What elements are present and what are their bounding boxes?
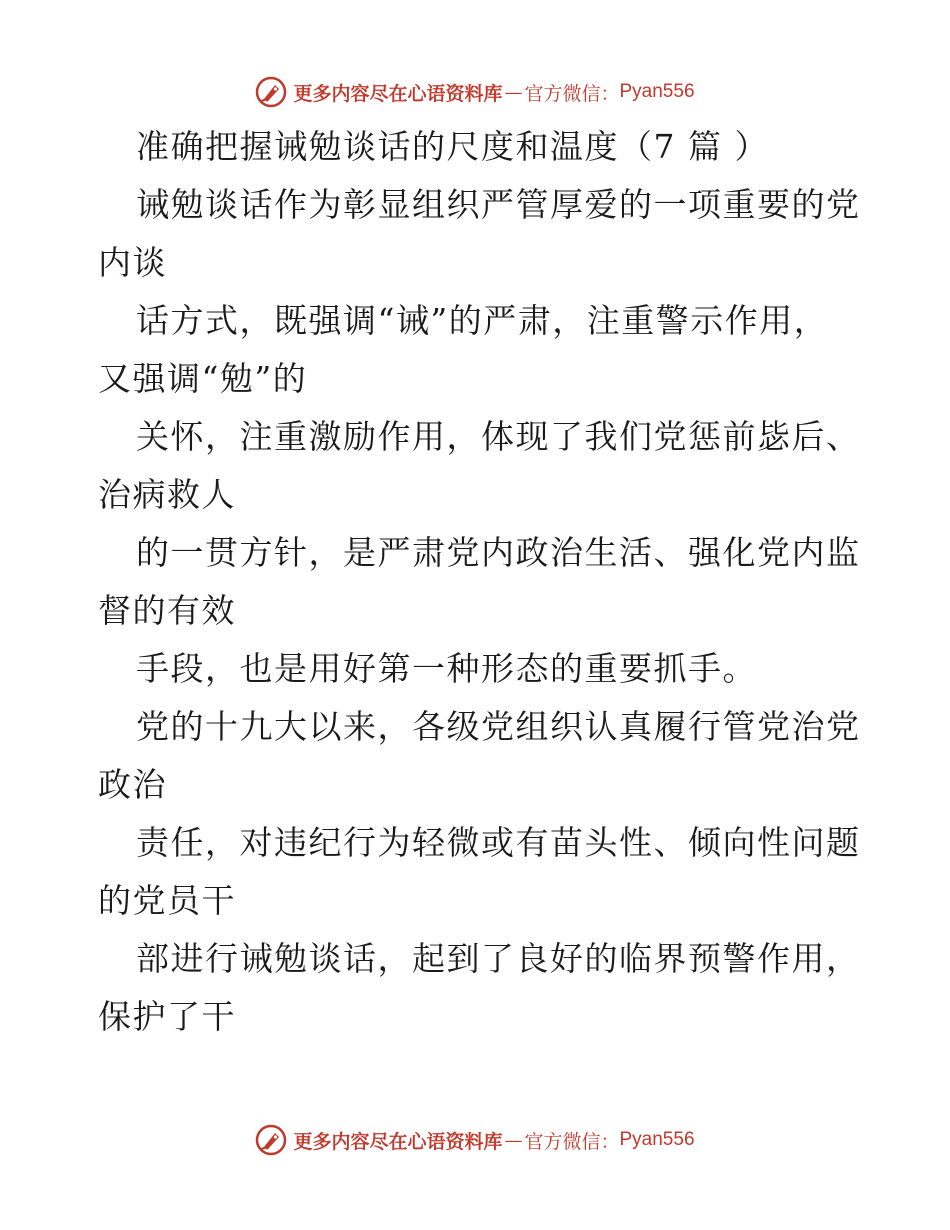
banner-wechat-id: Pyan556 [619, 1129, 695, 1150]
paragraph-line: 党的十九大以来，各级党组织认真履行管党治党 [136, 707, 861, 746]
header-banner [0, 72, 950, 112]
paragraph-line: 的党员干 [98, 881, 236, 920]
banner-text: 更多内容尽在心语资料库 [293, 1130, 503, 1153]
banner-wechat-id: Pyan556 [619, 81, 695, 102]
document-body [98, 118, 861, 1046]
banner-dash: — [504, 81, 523, 103]
paragraph-line: 治病救人 [98, 475, 236, 514]
paragraph-line: 保护了干 [98, 997, 236, 1036]
paragraph-line: 政治 [98, 765, 167, 804]
paragraph-line: 责任，对违纪行为轻微或有苗头性、倾向性问题 [136, 823, 861, 862]
banner-text: 更多内容尽在心语资料库 [293, 82, 503, 105]
paragraph-line: 督的有效 [98, 591, 236, 630]
paragraph-line: 内谈 [98, 243, 167, 282]
paragraph-line: 诫勉谈话作为彰显组织严管厚爱的一项重要的党 [136, 185, 861, 224]
paragraph-line: 又强调“勉”的 [98, 359, 308, 398]
banner-dash: — [504, 1129, 523, 1151]
paragraph-line: 手段，也是用好第一种形态的重要抓手。 [136, 649, 757, 688]
pen-nib-logo-icon [255, 1124, 287, 1156]
footer-banner [0, 1120, 950, 1160]
document-title: 准确把握诫勉谈话的尺度和温度（7 篇 ） [136, 127, 769, 166]
paragraph-line: 话方式，既强调“诫”的严肃，注重警示作用， [136, 301, 829, 340]
banner-wechat-label: 官方微信： [524, 1130, 620, 1153]
paragraph-line: 部进行诫勉谈话，起到了良好的临界预警作用， [136, 939, 861, 978]
banner-wechat-label: 官方微信： [524, 82, 620, 105]
paragraph-line: 关怀，注重激励作用，体现了我们党惩前毖后、 [136, 417, 861, 456]
paragraph-line: 的一贯方针，是严肃党内政治生活、强化党内监 [136, 533, 861, 572]
pen-nib-logo-icon [255, 76, 287, 108]
